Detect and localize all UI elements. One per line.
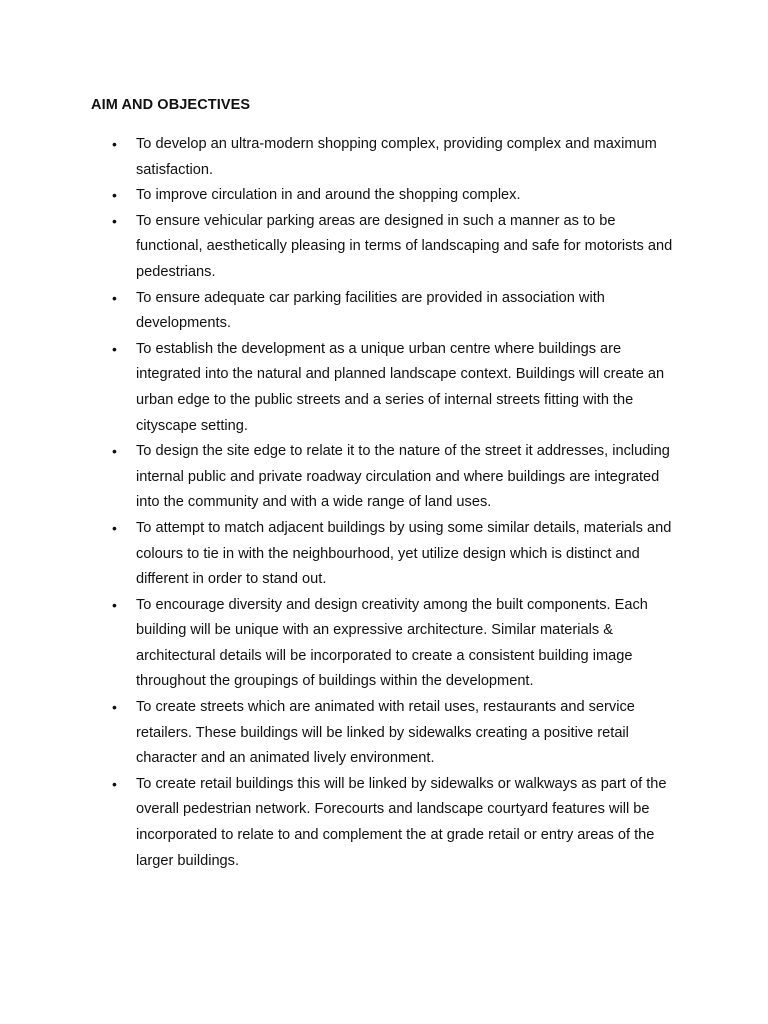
list-item [112,337,678,439]
objective-text: To improve circulation in and around the shopping complex. [136,187,521,204]
list-item [112,772,678,874]
bullet-icon: • [112,699,117,716]
objective-text: To ensure vehicular parking areas are designed in such a manner as to be functional, aesthetically pleasing in terms of landscaping and safe for motorists and pedestrians. [136,212,673,280]
objective-text: To create streets which are animated with retail uses, restaurants and service retailers. These buildings will be linked by sidewalks creating a positive retail character and an animated lively environment. [136,699,635,767]
list-item [112,183,678,209]
bullet-icon: • [112,212,117,229]
objective-text: To attempt to match adjacent buildings by using some similar details, materials and colours to tie in with the neighbourhood, yet utilize design which is distinct and different in order to stand out. [136,519,672,588]
bullet-icon: • [112,443,117,460]
list-item [112,439,678,516]
bullet-icon: • [112,187,117,204]
list-item [112,286,678,337]
bullet-icon: • [112,340,117,357]
bullet-icon: • [112,775,117,792]
objective-text: To encourage diversity and design creativity among the built components. Each building will be unique with an expressive architecture. Similar materials & architectural details will be incorporated to create a consistent building image throughout the groupings of buildings within the development. [136,596,648,690]
objective-text: To ensure adequate car parking facilities are provided in association with developments. [136,289,605,332]
objective-text: To establish the development as a unique urban centre where buildings are integrated into the natural and planned landscape context. Buildings will create an urban edge to the public streets and a series of internal streets fitting with the cityscape setting. [136,340,665,434]
objective-text: To create retail buildings this will be linked by sidewalks or walkways as part of the overall pedestrian network. Forecourts and landscape courtyard features will be incorporated to relate to and complement the at grade retail or entry areas of the larger buildings. [136,775,667,869]
bullet-icon: • [112,519,117,536]
objectives-list [112,132,678,874]
objective-text: To develop an ultra-modern shopping complex, providing complex and maximum satisfaction. [136,136,657,178]
list-item [112,516,678,593]
list-item [112,695,678,772]
section-heading: AIM AND OBJECTIVES [91,97,251,113]
bullet-icon: • [112,289,117,306]
list-item [112,593,678,695]
list-item [112,209,678,286]
bullet-icon: • [112,596,117,613]
bullet-icon: • [112,136,117,152]
list-item [112,132,678,183]
objective-text: To design the site edge to relate it to the nature of the street it addresses, including internal public and private roadway circulation and where buildings are integrated into the community and with a wide range of land uses. [136,443,670,511]
